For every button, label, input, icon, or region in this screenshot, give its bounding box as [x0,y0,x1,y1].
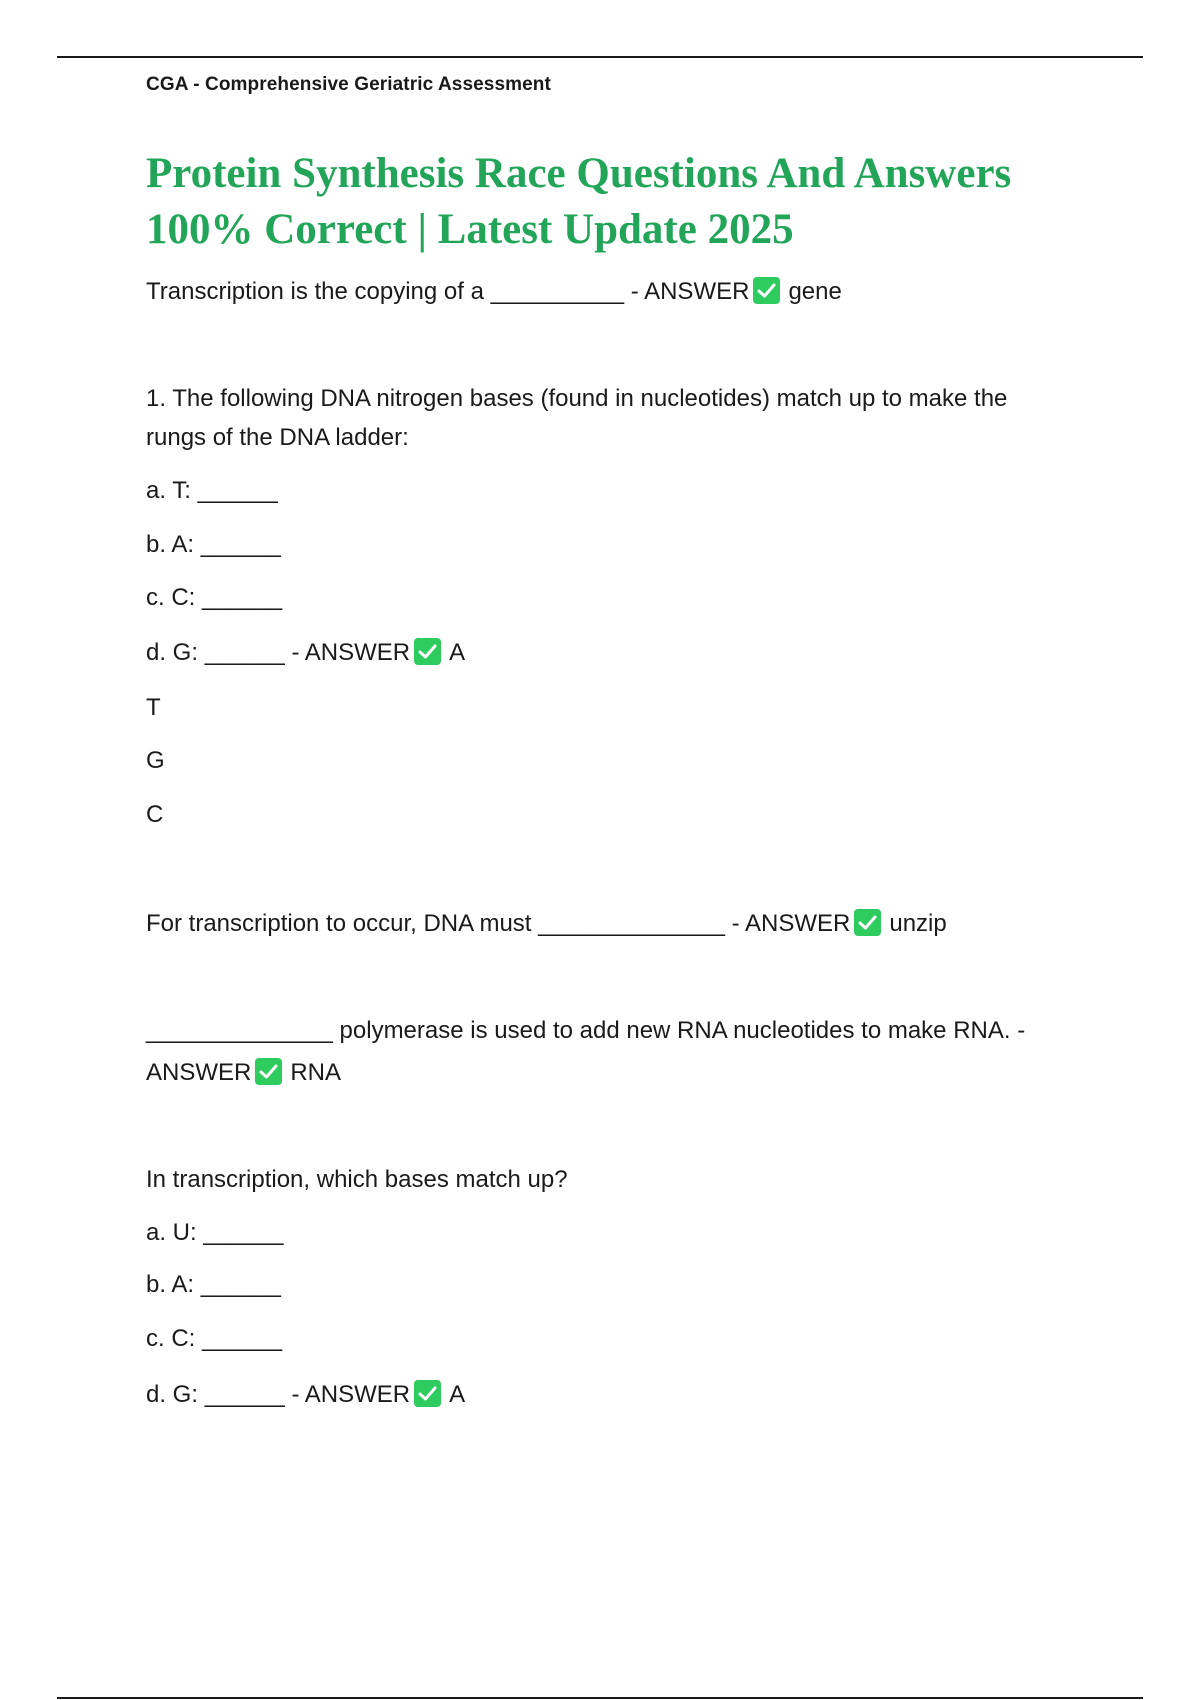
question-4-line-2 [146,1058,341,1088]
question-5-option-a: a. U: ______ [146,1219,284,1246]
question-5-option-d [146,1380,465,1410]
question-2-stem-line-1: 1. The following DNA nitrogen bases (found in nucleotides) match up to make the [146,385,1008,412]
question-1-answer: gene [788,278,842,305]
document-title [146,146,1106,258]
question-4-answer-label: ANSWER [146,1059,252,1086]
question-2-option-d [146,638,465,668]
title-line-2: 100% Correct | Latest Update 2025 [146,206,794,253]
question-2-answer-1: A [449,639,466,666]
title-line-1: Protein Synthesis Race Questions And Answers [146,150,1012,197]
question-1-text: Transcription is the copying of a __________ - ANSWER [146,278,750,305]
question-5-stem: In transcription, which bases match up? [146,1166,568,1193]
question-2-answer-4: C [146,801,164,828]
check-badge-icon [854,909,881,936]
course-header: CGA - Comprehensive Geriatric Assessment [146,74,551,95]
question-2-option-c: c. C: ______ [146,584,283,611]
check-badge-icon [414,1380,441,1407]
question-2-answer-3: G [146,747,165,774]
question-3 [146,909,947,939]
check-badge-icon [255,1058,282,1085]
check-badge-icon [753,277,780,304]
top-rule [57,56,1143,58]
question-4-line-1: ______________ polymerase is used to add new RNA nucleotides to make RNA. - [146,1017,1026,1044]
question-2-stem-line-2: rungs of the DNA ladder: [146,424,409,451]
bottom-rule [57,1697,1143,1699]
question-3-text: For transcription to occur, DNA must ______________ - ANSWER [146,910,851,937]
question-5-option-d-text: d. G: ______ - ANSWER [146,1381,411,1408]
question-2-answer-2: T [146,694,161,721]
check-badge-icon [414,638,441,665]
question-4-answer: RNA [290,1059,342,1086]
question-5-answer: A [449,1381,466,1408]
question-1 [146,277,842,307]
question-5-option-b: b. A: ______ [146,1271,281,1298]
question-2-option-b: b. A: ______ [146,531,281,558]
question-2-option-d-text: d. G: ______ - ANSWER [146,639,411,666]
question-3-answer: unzip [889,910,947,937]
question-5-option-c: c. C: ______ [146,1325,283,1352]
question-2-option-a: a. T: ______ [146,477,278,504]
